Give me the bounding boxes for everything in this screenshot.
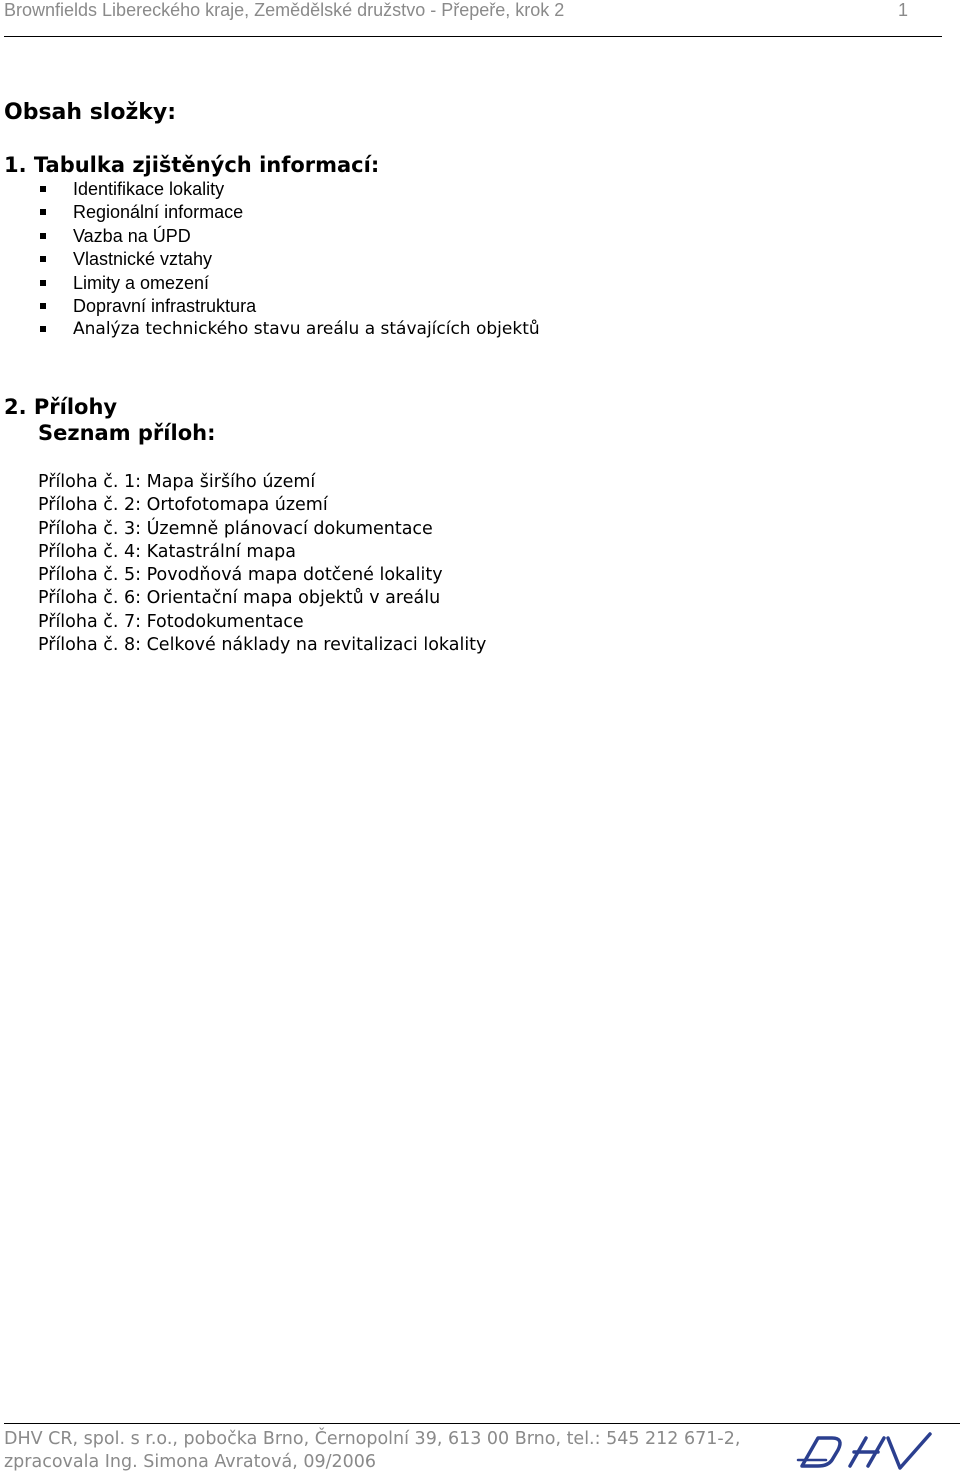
- square-bullet-icon: [40, 326, 46, 332]
- square-bullet-icon: [40, 209, 46, 215]
- attachment-item: Příloha č. 6: Orientační mapa objektů v areálu: [38, 588, 441, 609]
- attachment-item: Příloha č. 8: Celkové náklady na revitalizaci lokality: [38, 635, 487, 656]
- attachment-item: Příloha č. 4: Katastrální mapa: [38, 541, 296, 562]
- page-number: 1: [897, 0, 908, 20]
- attachment-item: Příloha č. 2: Ortofotomapa území: [38, 495, 328, 516]
- square-bullet-icon: [40, 186, 46, 192]
- page-header: [4, 0, 942, 37]
- section2-heading: 2. Přílohy: [4, 395, 118, 419]
- attachment-item: Příloha č. 1: Mapa širšího území: [38, 472, 316, 492]
- document-title: Brownfields Libereckého kraje, Zemědělské družstvo - Přepeře, krok 2: [4, 0, 565, 20]
- page-footer: [4, 1423, 960, 1472]
- square-bullet-icon: [40, 303, 46, 309]
- dhv-logo-mark: [798, 1434, 930, 1468]
- section1-heading: 1. Tabulka zjištěných informací:: [4, 153, 380, 177]
- attachment-item: Příloha č. 5: Povodňová mapa dotčené lokality: [38, 565, 443, 586]
- attachment-item: Příloha č. 3: Územně plánovací dokumentace: [38, 518, 433, 539]
- attachments-list: [38, 471, 486, 657]
- square-bullet-icon: [40, 233, 46, 239]
- footer-company-info: DHV CR, spol. s r.o., pobočka Brno, Černopolní 39, 613 00 Brno, tel.: 545 212 671-2,: [4, 1429, 741, 1449]
- attachments-list-heading: Seznam příloh:: [38, 421, 216, 445]
- square-bullet-icon: [40, 256, 46, 262]
- contents-heading: Obsah složky:: [4, 100, 177, 125]
- square-bullet-icon: [40, 280, 46, 286]
- dhv-logo-icon: [796, 1430, 936, 1474]
- footer-author-info: zpracovala Ing. Simona Avratová, 09/2006: [4, 1452, 377, 1472]
- attachment-item: Příloha č. 7: Fotodokumentace: [38, 611, 304, 632]
